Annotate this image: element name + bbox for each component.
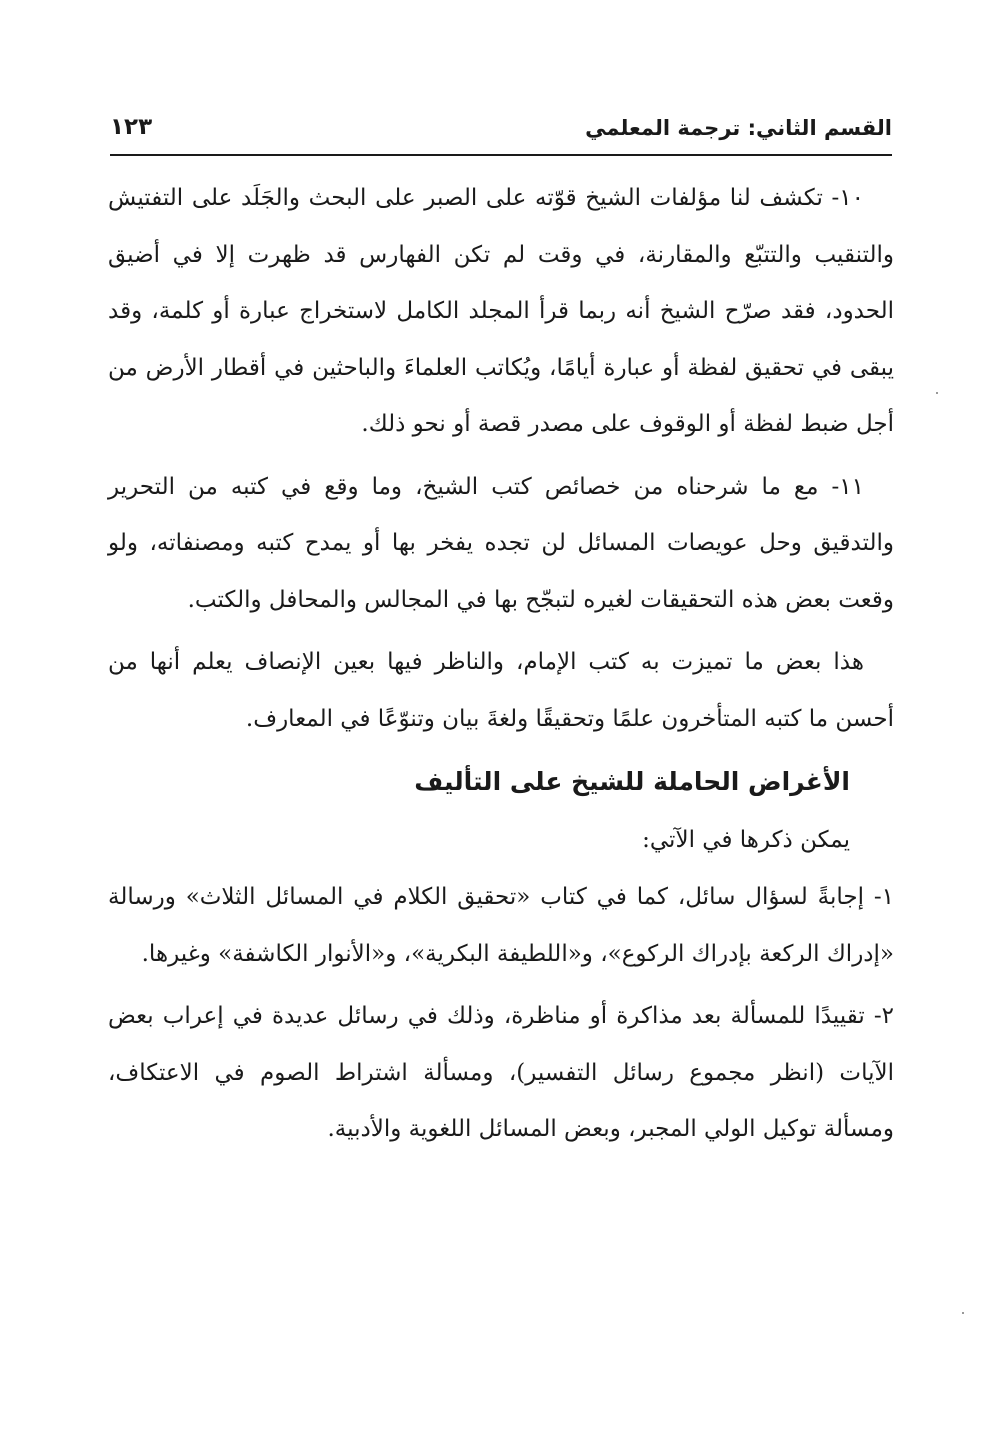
running-title: القسم الثاني: ترجمة المعلمي bbox=[585, 116, 892, 140]
page-body bbox=[108, 170, 894, 1164]
header-rule bbox=[110, 154, 892, 156]
paragraph-item-10: ١٠- تكشف لنا مؤلفات الشيخ قوّته على الصبر على البحث والجَلَد على التفتيش والتنقيب والتتبّع والمقارنة، في وقت لم تكن الفهارس قد ظهرت إلا في أضيق الحدود، فقد صرّح الشيخ أنه ربما قرأ المجلد الكامل لاستخراج عبارة أو كلمة، وقد يبقى في تحقيق لفظة أو عبارة أيامًا، ويُكاتب العلماءَ والباحثين في أقطار الأرض من أجل ضبط لفظة أو الوقوف على مصدر قصة أو نحو ذلك. bbox=[108, 185, 894, 437]
section-intro: يمكن ذكرها في الآتي: bbox=[642, 827, 850, 853]
page-number: ١٢٣ bbox=[110, 114, 153, 140]
page-header bbox=[110, 112, 892, 158]
list-item-1: ١- إجابةً لسؤال سائل، كما في كتاب «تحقيق الكلام في المسائل الثلاث» ورسالة «إدراك الركعة بإدراك الركوع»، و«اللطيفة البكرية»، و«الأنوار الكاشفة» وغيرها. bbox=[108, 884, 894, 967]
paragraph-item-11: ١١- مع ما شرحناه من خصائص كتب الشيخ، وما وقع في كتبه من التحرير والتدقيق وحل عويصات المسائل لن تجده يفخر بها أو يمدح كتبه ومصنفاته، ولو وقعت بعض هذه التحقيقات لغيره لتبجّح بها في المجالس والمحافل والكتب. bbox=[108, 473, 894, 613]
scan-speck bbox=[936, 392, 938, 394]
section-heading: الأغراض الحاملة للشيخ على التأليف bbox=[414, 767, 850, 796]
list-item-2: ٢- تقييدًا للمسألة بعد مذاكرة أو مناظرة، وذلك في رسائل عديدة في إعراب بعض الآيات (انظر مجموع رسائل التفسير)، ومسألة اشتراط الصوم في الاعتكاف، ومسألة توكيل الولي المجبر، وبعض المسائل اللغوية والأدبية. bbox=[108, 1003, 895, 1142]
summary-paragraph: هذا بعض ما تميزت به كتب الإمام، والناظر فيها بعين الإنصاف يعلم أنها من أحسن ما كتبه المتأخرون علمًا وتحقيقًا ولغةَ بيان وتنوّعًا في المعارف. bbox=[108, 649, 894, 732]
scan-speck bbox=[962, 1312, 964, 1314]
